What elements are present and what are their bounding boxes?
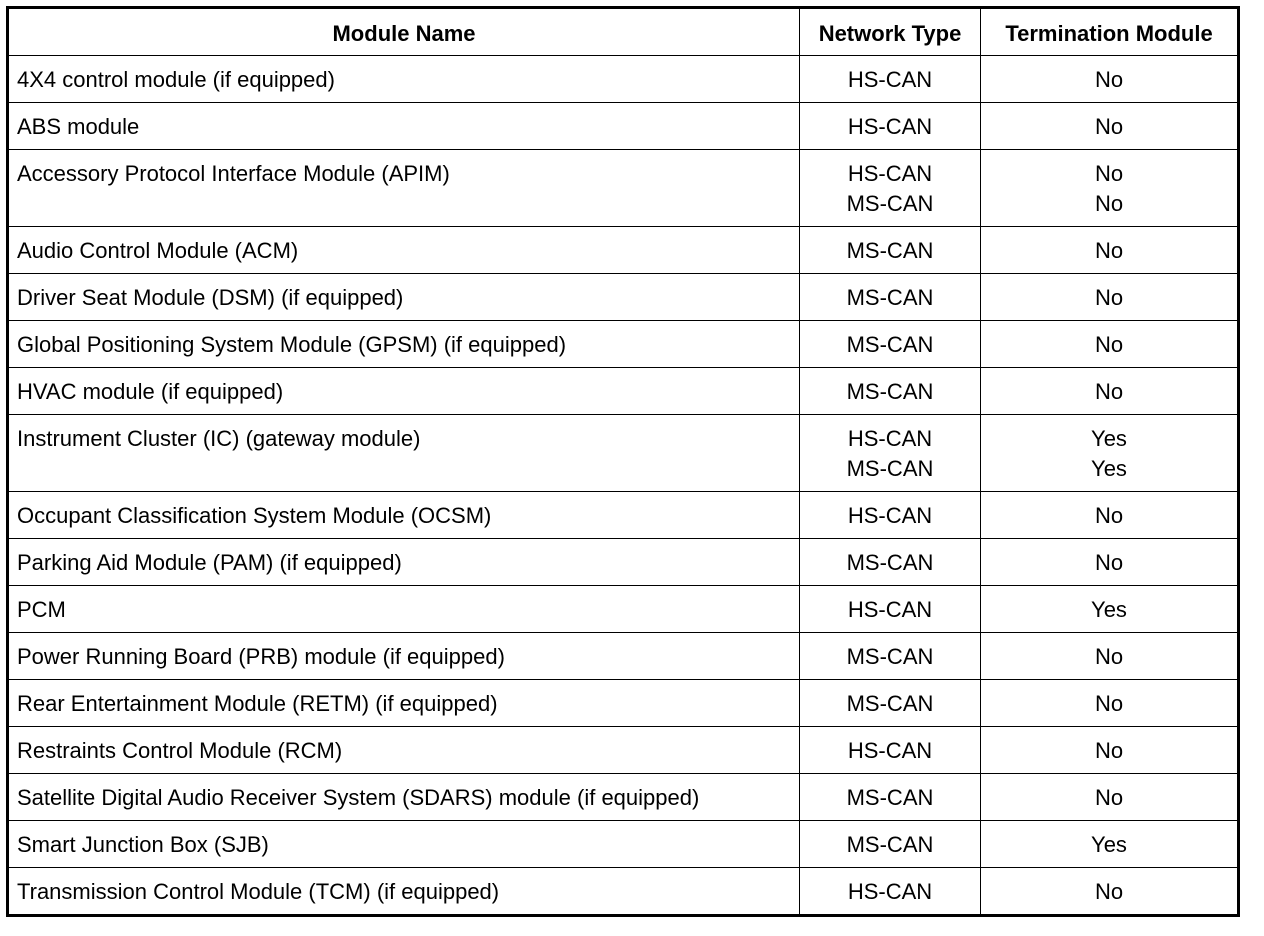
termination-module-value: Yes	[1091, 456, 1127, 481]
module-name-cell: Restraints Control Module (RCM)	[8, 727, 800, 774]
table-row	[8, 774, 1239, 821]
network-type-value: MS-CAN	[846, 456, 934, 481]
module-name-cell: Power Running Board (PRB) module (if equipped)	[8, 633, 800, 680]
network-type-value: MS-CAN	[846, 832, 934, 857]
table-row	[8, 227, 1239, 274]
termination-module-value: No	[1094, 785, 1124, 810]
termination-module-value: No	[1094, 550, 1124, 575]
termination-module-cell	[981, 227, 1239, 274]
module-name-cell: Rear Entertainment Module (RETM) (if equipped)	[8, 680, 800, 727]
termination-module-value: Yes	[1091, 426, 1127, 451]
termination-module-value: No	[1094, 691, 1124, 716]
module-name-cell: PCM	[8, 586, 800, 633]
module-name-cell: Driver Seat Module (DSM) (if equipped)	[8, 274, 800, 321]
termination-module-cell	[981, 56, 1239, 103]
network-type-cell	[800, 774, 981, 821]
termination-module-value: No	[1094, 238, 1124, 263]
network-type-value: HS-CAN	[847, 161, 933, 186]
termination-module-value: No	[1094, 738, 1124, 763]
termination-module-cell	[981, 539, 1239, 586]
network-type-value: MS-CAN	[846, 238, 934, 263]
module-name-cell: 4X4 control module (if equipped)	[8, 56, 800, 103]
network-type-value: HS-CAN	[847, 879, 933, 904]
network-type-cell	[800, 150, 981, 227]
network-type-cell	[800, 868, 981, 916]
table-row	[8, 821, 1239, 868]
network-type-value: HS-CAN	[847, 738, 933, 763]
module-name-cell: Accessory Protocol Interface Module (APIM)	[8, 150, 800, 227]
network-type-value: MS-CAN	[846, 644, 934, 669]
network-type-cell	[800, 227, 981, 274]
termination-module-value: No	[1094, 503, 1124, 528]
termination-module-value: Yes	[1091, 597, 1127, 622]
termination-module-value: No	[1094, 285, 1124, 310]
module-name-cell: Global Positioning System Module (GPSM) (if equipped)	[8, 321, 800, 368]
termination-module-cell	[981, 415, 1239, 492]
termination-module-value: No	[1094, 644, 1124, 669]
table-row	[8, 680, 1239, 727]
module-name-cell: Satellite Digital Audio Receiver System (SDARS) module (if equipped)	[8, 774, 800, 821]
module-name-cell: Audio Control Module (ACM)	[8, 227, 800, 274]
termination-module-cell	[981, 868, 1239, 916]
network-type-value: MS-CAN	[846, 285, 934, 310]
termination-module-cell	[981, 274, 1239, 321]
table-row	[8, 56, 1239, 103]
network-type-cell	[800, 539, 981, 586]
table-row	[8, 274, 1239, 321]
network-type-value: MS-CAN	[846, 785, 934, 810]
network-type-value: HS-CAN	[847, 503, 933, 528]
table-row	[8, 492, 1239, 539]
table-body	[8, 56, 1239, 916]
network-type-cell	[800, 633, 981, 680]
network-type-value: MS-CAN	[846, 191, 934, 216]
table-row	[8, 586, 1239, 633]
termination-module-cell	[981, 586, 1239, 633]
table-row	[8, 321, 1239, 368]
table-header-row	[8, 8, 1239, 56]
module-name-cell: HVAC module (if equipped)	[8, 368, 800, 415]
table-row	[8, 633, 1239, 680]
termination-module-value: No	[1094, 114, 1124, 139]
module-name-cell: Transmission Control Module (TCM) (if equipped)	[8, 868, 800, 916]
network-type-value: HS-CAN	[847, 67, 933, 92]
network-type-cell	[800, 103, 981, 150]
termination-module-value: No	[1094, 161, 1124, 186]
network-type-cell	[800, 492, 981, 539]
module-name-cell: ABS module	[8, 103, 800, 150]
network-type-cell	[800, 321, 981, 368]
termination-module-cell	[981, 680, 1239, 727]
network-type-value: MS-CAN	[846, 691, 934, 716]
network-type-value: MS-CAN	[846, 550, 934, 575]
header-network-type: Network Type	[800, 8, 981, 56]
termination-module-cell	[981, 633, 1239, 680]
network-type-cell	[800, 680, 981, 727]
module-name-cell: Smart Junction Box (SJB)	[8, 821, 800, 868]
table-row	[8, 727, 1239, 774]
network-type-cell	[800, 368, 981, 415]
network-type-value: HS-CAN	[847, 114, 933, 139]
module-name-cell: Occupant Classification System Module (OCSM)	[8, 492, 800, 539]
module-name-cell: Parking Aid Module (PAM) (if equipped)	[8, 539, 800, 586]
network-type-cell	[800, 415, 981, 492]
module-network-table	[6, 6, 1240, 917]
termination-module-cell	[981, 368, 1239, 415]
network-type-cell	[800, 586, 981, 633]
termination-module-value: No	[1094, 332, 1124, 357]
termination-module-cell	[981, 103, 1239, 150]
termination-module-cell	[981, 150, 1239, 227]
network-type-value: HS-CAN	[847, 426, 933, 451]
network-type-cell	[800, 56, 981, 103]
table-row	[8, 368, 1239, 415]
termination-module-value: No	[1094, 379, 1124, 404]
network-type-value: MS-CAN	[846, 332, 934, 357]
table-row	[8, 415, 1239, 492]
termination-module-cell	[981, 774, 1239, 821]
termination-module-value: No	[1094, 191, 1124, 216]
termination-module-cell	[981, 821, 1239, 868]
termination-module-value: Yes	[1091, 832, 1127, 857]
header-termination-module: Termination Module	[981, 8, 1239, 56]
termination-module-value: No	[1094, 67, 1124, 92]
table-row	[8, 539, 1239, 586]
network-type-cell	[800, 727, 981, 774]
network-type-cell	[800, 821, 981, 868]
termination-module-cell	[981, 727, 1239, 774]
module-name-cell: Instrument Cluster (IC) (gateway module)	[8, 415, 800, 492]
network-type-value: MS-CAN	[846, 379, 934, 404]
network-type-value: HS-CAN	[847, 597, 933, 622]
table-row	[8, 868, 1239, 916]
termination-module-cell	[981, 492, 1239, 539]
network-type-cell	[800, 274, 981, 321]
termination-module-cell	[981, 321, 1239, 368]
termination-module-value: No	[1094, 879, 1124, 904]
table-row	[8, 103, 1239, 150]
table-row	[8, 150, 1239, 227]
header-module-name: Module Name	[8, 8, 800, 56]
